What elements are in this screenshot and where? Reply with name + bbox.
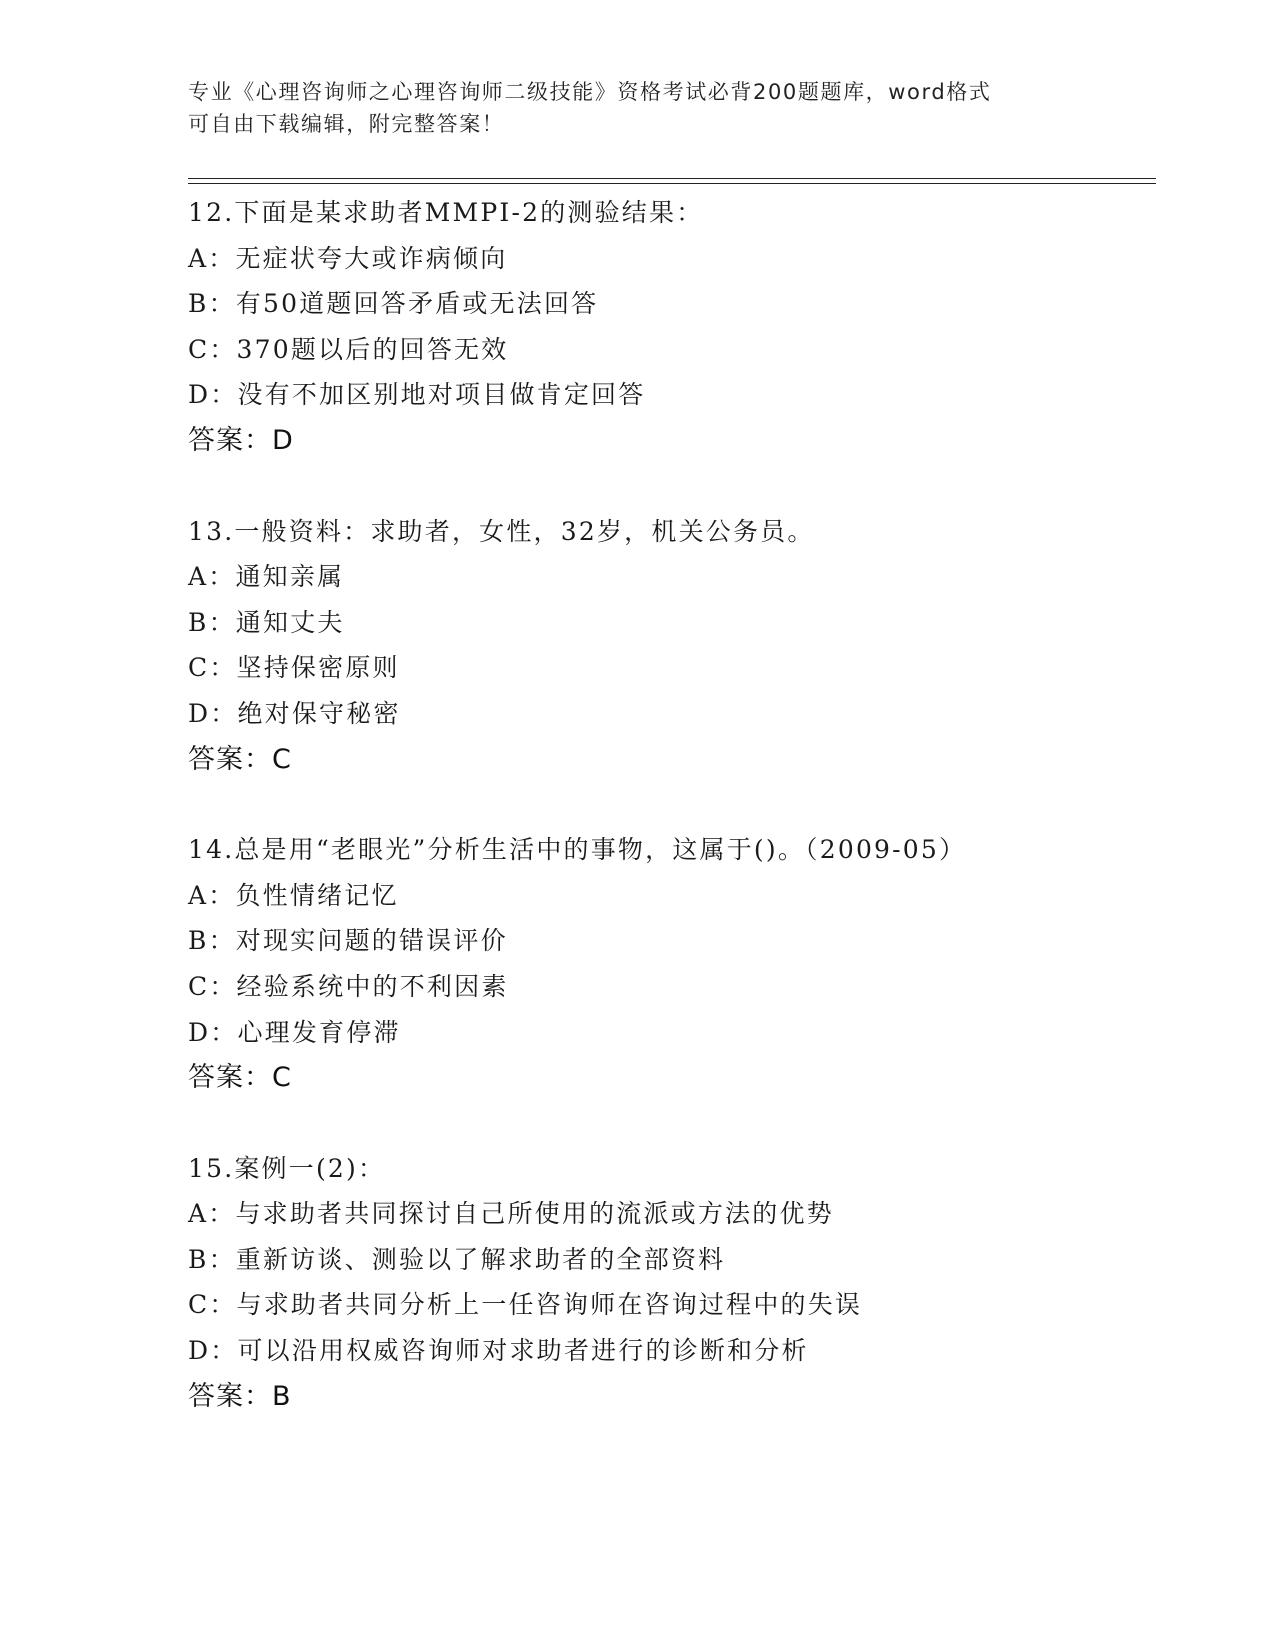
option-c: C：370题以后的回答无效 bbox=[188, 334, 509, 364]
option-d: D：没有不加区别地对项目做肯定回答 bbox=[188, 380, 646, 410]
option-c: C：与求助者共同分析上一任咨询师在咨询过程中的失误 bbox=[188, 1290, 863, 1320]
option-b: B：重新访谈、测验以了解求助者的全部资料 bbox=[188, 1244, 726, 1274]
option-a: A：无症状夸大或诈病倾向 bbox=[188, 243, 508, 273]
answer-label: 答案：B bbox=[188, 1380, 292, 1412]
answer-label: 答案：D bbox=[188, 424, 294, 456]
question-stem: 15.案例一(2)： bbox=[188, 1153, 386, 1183]
question-14 bbox=[188, 827, 1148, 1101]
option-d: D：绝对保守秘密 bbox=[188, 698, 401, 728]
question-13 bbox=[188, 509, 1148, 783]
question-list bbox=[188, 190, 1148, 1464]
header-title-line-2: 可自由下载编辑，附完整答案！ bbox=[188, 112, 505, 136]
option-a: A：通知亲属 bbox=[188, 562, 345, 592]
option-d: D：心理发育停滞 bbox=[188, 1017, 401, 1047]
header-divider-top bbox=[188, 178, 1156, 179]
option-d: D：可以沿用权威咨询师对求助者进行的诊断和分析 bbox=[188, 1336, 809, 1366]
header-title-line-1: 专业《心理咨询师之心理咨询师二级技能》资格考试必背200题题库，word格式 bbox=[188, 80, 992, 104]
question-stem: 14.总是用“老眼光”分析生活中的事物，这属于()。（2009-05） bbox=[188, 835, 967, 865]
option-a: A：负性情绪记忆 bbox=[188, 880, 399, 910]
document-header bbox=[188, 76, 1088, 140]
option-c: C：经验系统中的不利因素 bbox=[188, 971, 509, 1001]
question-stem: 12.下面是某求助者MMPI-2的测验结果： bbox=[188, 198, 704, 227]
option-b: B：有50道题回答矛盾或无法回答 bbox=[188, 289, 599, 319]
header-divider-bottom bbox=[188, 183, 1156, 184]
option-c: C：坚持保密原则 bbox=[188, 653, 400, 683]
question-15 bbox=[188, 1146, 1148, 1420]
option-b: B：对现实问题的错误评价 bbox=[188, 926, 508, 956]
question-12 bbox=[188, 190, 1148, 464]
answer-label: 答案：C bbox=[188, 743, 292, 775]
answer-label: 答案：C bbox=[188, 1062, 292, 1094]
question-stem: 13.一般资料：求助者，女性，32岁，机关公务员。 bbox=[188, 516, 815, 546]
option-b: B：通知丈夫 bbox=[188, 607, 345, 637]
option-a: A：与求助者共同探讨自己所使用的流派或方法的优势 bbox=[188, 1199, 834, 1229]
